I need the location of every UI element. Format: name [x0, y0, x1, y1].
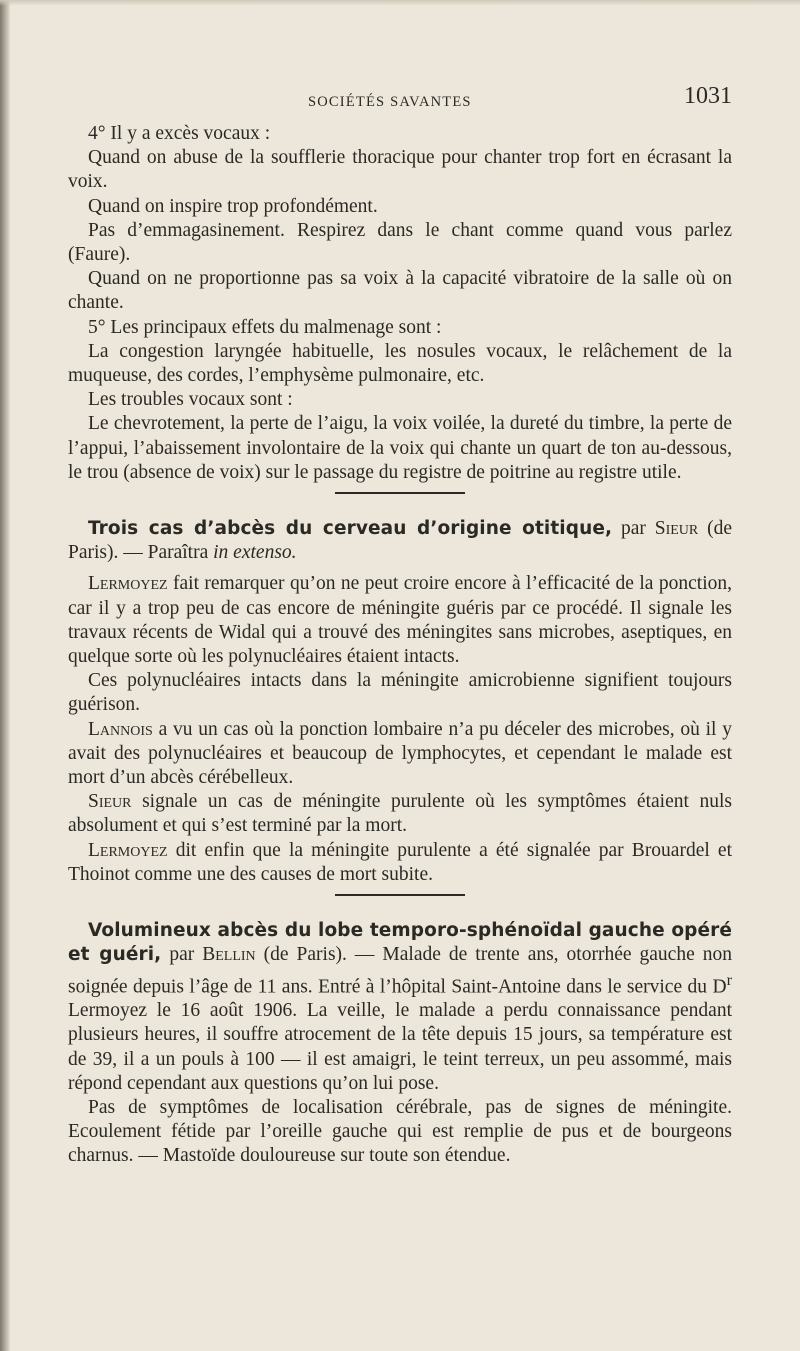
paragraph [68, 572, 732, 669]
paragraph: Quand on abuse de la soufflerie thoracique pour chanter trop fort en écrasant la voix. [68, 147, 732, 193]
page-header [68, 84, 732, 114]
paragraph: Quand on ne proportionne pas sa voix à la capacité vibratoire de la salle où on chante. [68, 268, 732, 314]
article-2-paragraph [68, 919, 732, 1096]
speaker-name: Lermoyez [88, 573, 168, 595]
paragraph [68, 839, 732, 887]
article-1-extenso: in extenso. [213, 542, 297, 564]
paragraph: Ces polynucléaires intacts dans la méningite amicrobienne signifient toujours guérison. [68, 670, 732, 716]
section-5-heading: 5° Les principaux effets du malmenage sont : [88, 316, 442, 338]
paragraph [68, 718, 732, 791]
article-1-by: par [612, 518, 655, 540]
article-2-title: Volumineux abcès du lobe temporo-sphénoïdal gauche opéré et guéri, [68, 920, 732, 966]
paragraph: Quand on inspire trop profondément. [88, 195, 378, 217]
speaker-name: Sieur [88, 791, 132, 813]
speaker-name: Lannois [88, 718, 153, 740]
paragraph-text: a vu un cas où la ponction lombaire n’a pu déceler des microbes, où il y avait des polynucléaires et beaucoup de lymphocytes, et cependant le malade est mort d’un abcès cérébelleux. [68, 718, 732, 789]
article-2-author: Bellin [202, 944, 256, 966]
paragraph-text: (de Paris). — Malade de trente ans, otorrhée gauche non soignée depuis l’âge de 11 ans. Entré à l’hôpital Saint-Antoine dans le service du D [68, 944, 732, 997]
article-1-author: Sieur [654, 518, 699, 540]
paragraph: Pas d’emmagasinement. Respirez dans le chant comme quand vous parlez (Faure). [68, 219, 732, 266]
book-spine-shadow [0, 0, 10, 1351]
page-top-edge [0, 0, 800, 6]
paragraph: Le chevrotement, la perte de l’aigu, la voix voilée, la dureté du timbre, la perte de l’appui, l’abaissement involontaire de la voix qui chante un quart de ton au-dessous, le trou (absence de voix) sur le passage du registre de poitrine au registre utile. [68, 413, 732, 483]
article-1-title-paragraph [68, 517, 732, 565]
paragraph: Les troubles vocaux sont : [88, 389, 293, 411]
speaker-name: Lermoyez [88, 839, 168, 861]
section-4-heading: 4° Il y a excès vocaux : [88, 123, 271, 144]
article-1-author-location: (de Paris). — Paraîtra [68, 518, 732, 564]
article-2-by: par [161, 944, 203, 966]
paragraph-text: fait remarquer qu’on ne peut croire encore à l’efficacité de la ponction, car il y a trop peu de cas encore de méningite guéris par ce procédé. Il signale les travaux récents de Widal qui a trouvé des méningites sans microbes, aseptiques, en quelque sorte où les polynucléaires étaient intacts. [68, 573, 732, 668]
paragraph [68, 790, 732, 838]
paragraph-text: Lermoyez le 16 août 1906. La veille, le malade a perdu connaissance pendant plusieurs heures, il souffre atrocement de la tête depuis 15 jours, sa température est de 39, il a un pouls à 100 — il est amaigri, le teint terreux, un peu assommé, mais répond cependant aux questions qu’on lui pose. [68, 1000, 732, 1094]
page-number: 1031 [684, 83, 732, 109]
paragraph-text: signale un cas de méningite purulente où les symptômes étaient nuls absolument et qui s’est terminé par la mort. [68, 791, 732, 837]
article-1-title: Trois cas d’abcès du cerveau d’origine otitique, [88, 518, 613, 540]
running-head: SOCIÉTÉS SAVANTES [308, 94, 472, 110]
paragraph: La congestion laryngée habituelle, les nosules vocaux, le relâchement de la muqueuse, des cordes, l’emphysème pulmonaire, etc. [68, 340, 732, 387]
page-body [68, 122, 732, 1169]
doctor-superscript: r [726, 970, 732, 989]
paragraph-text: dit enfin que la méningite purulente a été signalée par Brouardel et Thoinot comme une des causes de mort subite. [68, 839, 732, 885]
paragraph: Pas de symptômes de localisation cérébrale, pas de signes de méningite. Ecoulement fétide par l’oreille gauche qui est remplie de pus et de bourgeons charnus. — Mastoïde douloureuse sur toute son étendue. [68, 1097, 732, 1167]
